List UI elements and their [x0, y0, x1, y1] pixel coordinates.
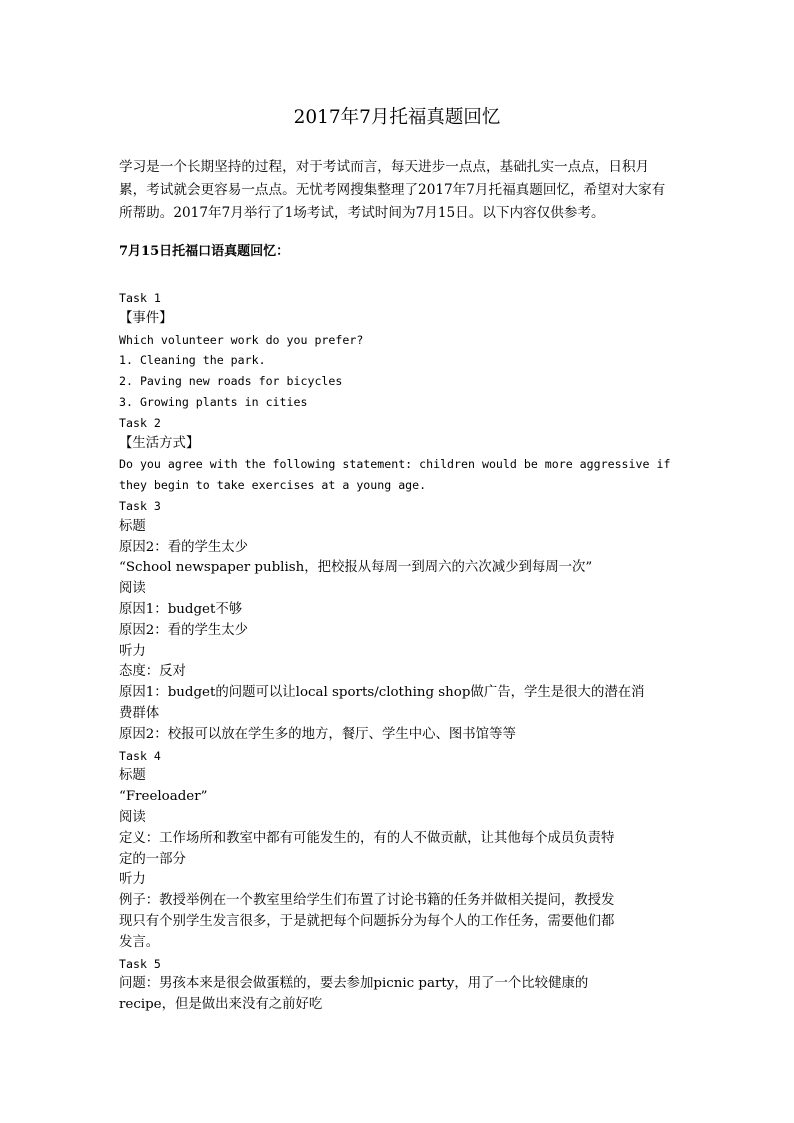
- content-line: 原因2：看的学生太少: [119, 622, 249, 638]
- task-label: Task 3: [119, 498, 161, 513]
- question-text: they begin to take exercises at a young age.: [119, 478, 427, 493]
- option-item: 1. Cleaning the park.: [119, 353, 266, 368]
- content-line: “School newspaper publish，把校报从每周一到周六的六次减少到每周一次”: [119, 560, 593, 576]
- intro-line: 累，考试就会更容易一点点。无忧考网搜集整理了2017年7月托福真题回忆，希望对大家有: [119, 182, 666, 198]
- topic-label: 【事件】: [119, 310, 173, 326]
- question-text: Do you agree with the following statement: children would be more aggressive if: [119, 457, 671, 472]
- task-label: Task 5: [119, 956, 161, 971]
- content-line: 原因1：budget的问题可以让local sports/clothing shop做广告，学生是很大的潜在消: [119, 685, 645, 701]
- content-line: 阅读: [119, 581, 146, 597]
- intro-line: 学习是一个长期坚持的过程，对于考试而言，每天进步一点点，基础扎实一点点，日积月: [119, 159, 650, 175]
- question-text: Which volunteer work do you prefer?: [119, 332, 364, 347]
- content-line: 现只有个别学生发言很多，于是就把每个问题拆分为每个人的工作任务，需要他们都: [119, 913, 615, 929]
- content-line: 原因1：budget不够: [119, 601, 243, 617]
- section-heading: 7月15日托福口语真题回忆：: [119, 244, 290, 259]
- content-line: 问题：男孩本来是很会做蛋糕的，要去参加picnic party，用了一个比较健康的: [119, 976, 589, 992]
- content-line: 定义：工作场所和教室中都有可能发生的，有的人不做贡献，让其他每个成员负责特: [119, 830, 615, 846]
- task-content: [119, 288, 679, 1016]
- content-line: 标题: [119, 768, 146, 784]
- intro-paragraph: [119, 156, 679, 225]
- content-line: 态度：反对: [119, 664, 186, 680]
- intro-line: 所帮助。2017年7月举行了1场考试，考试时间为7月15日。以下内容仅供参考。: [119, 205, 605, 221]
- content-line: 原因2：校报可以放在学生多的地方，餐厅、学生中心、图书馆等等: [119, 726, 516, 742]
- task-label: Task 4: [119, 748, 161, 763]
- option-item: 2. Paving new roads for bicycles: [119, 374, 343, 389]
- document-title: 2017年7月托福真题回忆: [293, 107, 501, 128]
- content-line: 听力: [119, 643, 146, 659]
- content-line: recipe，但是做出来没有之前好吃: [119, 997, 323, 1013]
- content-line: 听力: [119, 872, 146, 888]
- option-item: 3. Growing plants in cities: [119, 394, 308, 409]
- content-line: “Freeloader”: [119, 789, 208, 805]
- task-label: Task 1: [119, 291, 161, 305]
- content-line: 发言。: [119, 934, 160, 950]
- content-line: 原因2：看的学生太少: [119, 539, 249, 555]
- content-line: 例子：教授举例在一个教室里给学生们布置了讨论书籍的任务并做相关提问，教授发: [119, 893, 615, 909]
- content-line: 标题: [119, 518, 146, 534]
- content-line: 定的一部分: [119, 851, 186, 867]
- topic-label: 【生活方式】: [119, 435, 200, 451]
- content-line: 费群体: [119, 705, 160, 721]
- content-line: 阅读: [119, 809, 146, 825]
- task-label: Task 2: [119, 415, 161, 430]
